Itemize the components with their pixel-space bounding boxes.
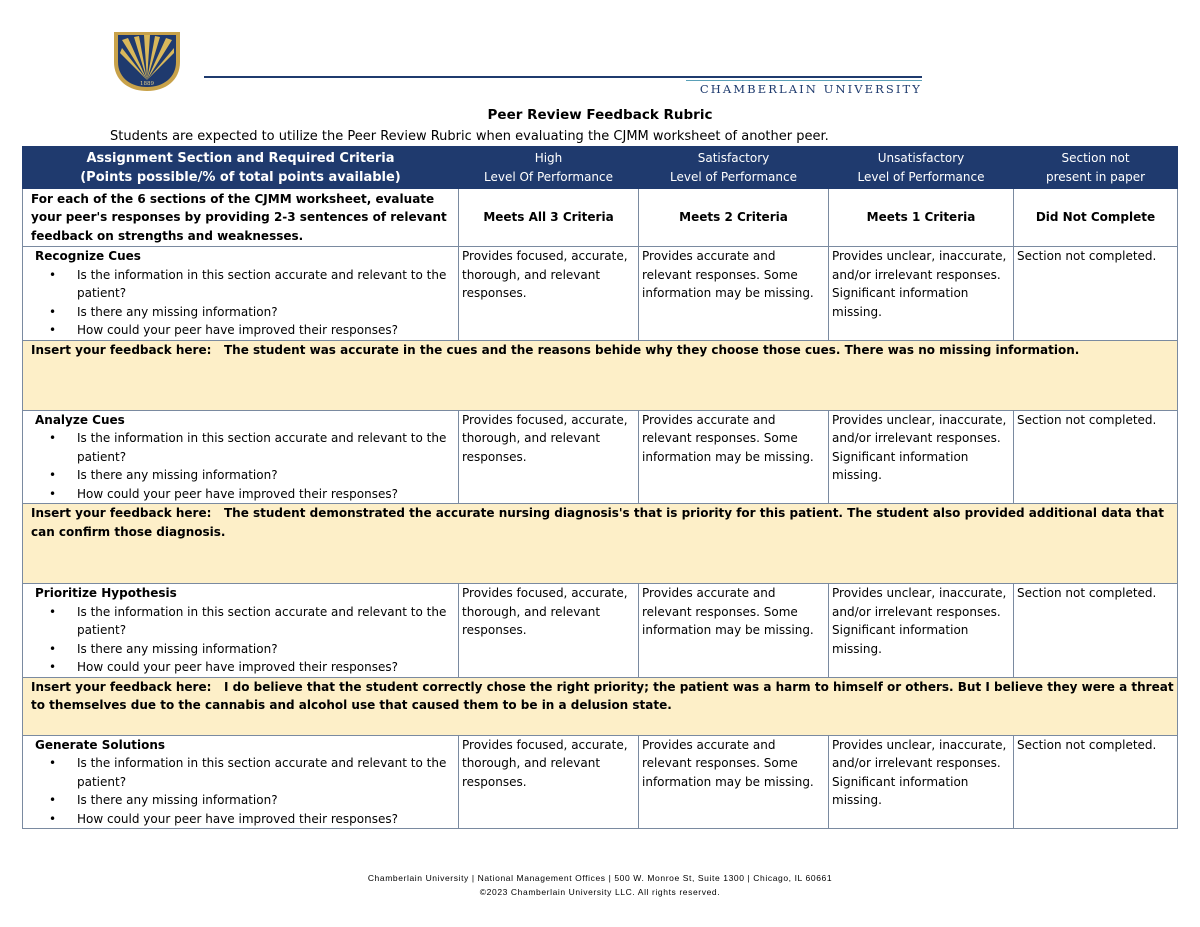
- section-row: [23, 247, 1178, 341]
- question-item: • How could your peer have improved their responses?: [77, 658, 455, 677]
- criteria-satisfactory: Meets 2 Criteria: [639, 189, 829, 247]
- intro-text: For each of the 6 sections of the CJMM worksheet, evaluate your peer's responses by providing 2-3 sentences of relevant feedback on strengths and weaknesses.: [23, 189, 459, 247]
- level-unsatisfactory: Provides unclear, inaccurate, and/or irrelevant responses. Significant information missing.: [829, 247, 1014, 341]
- feedback-input[interactable]: [23, 340, 1178, 410]
- question-item: • Is there any missing information?: [77, 303, 455, 322]
- level-not-present: Section not completed.: [1014, 584, 1178, 678]
- university-name: CHAMBERLAIN UNIVERSITY: [699, 82, 922, 96]
- criteria-high: Meets All 3 Criteria: [459, 189, 639, 247]
- header-accent-rule: [686, 80, 922, 81]
- level-satisfactory: Provides accurate and relevant responses. Some information may be missing.: [639, 735, 829, 829]
- feedback-row: [23, 677, 1178, 735]
- question-item: • Is the information in this section accurate and relevant to the patient?: [77, 754, 455, 791]
- level-satisfactory: Provides accurate and relevant responses. Some information may be missing.: [639, 584, 829, 678]
- header-not-present: Section not present in paper: [1014, 147, 1178, 189]
- level-satisfactory: Provides accurate and relevant responses. Some information may be missing.: [639, 410, 829, 504]
- level-not-present: Section not completed.: [1014, 410, 1178, 504]
- feedback-input[interactable]: [23, 504, 1178, 584]
- feedback-label: Insert your feedback here:: [31, 506, 212, 520]
- question-item: • How could your peer have improved their responses?: [77, 810, 455, 829]
- seal-year: 1889: [140, 81, 154, 87]
- footer-address: Chamberlain University | National Management Offices | 500 W. Monroe St, Suite 1300 | Chicago, IL 60661: [367, 873, 833, 883]
- section-name: Prioritize Hypothesis: [35, 586, 177, 600]
- section-row: [23, 735, 1178, 829]
- section-name: Generate Solutions: [35, 737, 166, 752]
- chamberlain-logo: [108, 28, 186, 94]
- level-high: Provides focused, accurate, thorough, and relevant responses.: [459, 584, 639, 678]
- question-list: [35, 266, 455, 340]
- feedback-row: [23, 504, 1178, 584]
- level-satisfactory: Provides accurate and relevant responses. Some information may be missing.: [639, 247, 829, 341]
- section-cell: [23, 735, 459, 829]
- level-unsatisfactory: Provides unclear, inaccurate, and/or irrelevant responses. Significant information missing.: [829, 410, 1014, 504]
- header-high: High Level Of Performance: [459, 147, 639, 189]
- header-unsatisfactory: Unsatisfactory Level of Performance: [829, 147, 1014, 189]
- header-criteria: Assignment Section and Required Criteria (Points possible/% of total points available): [23, 147, 459, 189]
- criteria-not-present: Did Not Complete: [1014, 189, 1178, 247]
- intro-row: [23, 189, 1178, 247]
- question-list: [35, 603, 455, 677]
- feedback-label: Insert your feedback here:: [31, 342, 212, 357]
- level-high: Provides focused, accurate, thorough, and relevant responses.: [459, 247, 639, 341]
- level-high: Provides focused, accurate, thorough, and relevant responses.: [459, 735, 639, 829]
- question-item: • How could your peer have improved their responses?: [77, 321, 455, 340]
- level-unsatisfactory: Provides unclear, inaccurate, and/or irrelevant responses. Significant information missing.: [829, 735, 1014, 829]
- section-cell: [23, 410, 459, 504]
- page-subtitle: Students are expected to utilize the Peer Review Rubric when evaluating the CJMM worksheet of another peer.: [110, 129, 829, 144]
- level-high: Provides focused, accurate, thorough, and relevant responses.: [459, 410, 639, 504]
- rubric-table: [22, 146, 1178, 829]
- section-row: [23, 584, 1178, 678]
- question-list: [35, 754, 455, 828]
- question-item: • Is the information in this section accurate and relevant to the patient?: [77, 266, 455, 303]
- question-item: • Is there any missing information?: [77, 466, 455, 485]
- level-not-present: Section not completed.: [1014, 247, 1178, 341]
- section-name: Analyze Cues: [35, 412, 125, 427]
- question-item: • Is there any missing information?: [77, 791, 455, 810]
- table-header-row: [23, 147, 1178, 189]
- question-list: [35, 429, 455, 503]
- footer-copyright: ©2023 Chamberlain University LLC. All rights reserved.: [479, 887, 721, 897]
- question-item: • Is the information in this section accurate and relevant to the patient?: [77, 429, 455, 466]
- question-item: • Is the information in this section accurate and relevant to the patient?: [77, 603, 455, 640]
- header-rule: [204, 76, 922, 78]
- question-item: • How could your peer have improved their responses?: [77, 485, 455, 504]
- criteria-unsatisfactory: Meets 1 Criteria: [829, 189, 1014, 247]
- header-satisfactory: Satisfactory Level of Performance: [639, 147, 829, 189]
- question-item: • Is there any missing information?: [77, 640, 455, 659]
- feedback-label: Insert your feedback here:: [31, 679, 212, 694]
- level-unsatisfactory: Provides unclear, inaccurate, and/or irrelevant responses. Significant information missing.: [829, 584, 1014, 678]
- feedback-text: The student was accurate in the cues and the reasons behide why they choose those cues. There was no missing information.: [223, 342, 1080, 357]
- level-not-present: Section not completed.: [1014, 735, 1178, 829]
- feedback-row: [23, 340, 1178, 410]
- feedback-text: I do believe that the student correctly chose the right priority; the patient was a harm to himself or others. But I believe they were a threat to themselves due to the cannabis and alcohol use that caused them to be in a delusion state.: [31, 679, 1174, 712]
- section-row: [23, 410, 1178, 504]
- page-title: Peer Review Feedback Rubric: [487, 107, 713, 123]
- section-name: Recognize Cues: [35, 249, 141, 263]
- section-cell: [23, 247, 459, 341]
- section-cell: [23, 584, 459, 678]
- feedback-input[interactable]: [23, 677, 1178, 735]
- feedback-text: The student demonstrated the accurate nursing diagnosis's that is priority for this patient. The student also provided additional data that can confirm those diagnosis.: [31, 506, 1165, 539]
